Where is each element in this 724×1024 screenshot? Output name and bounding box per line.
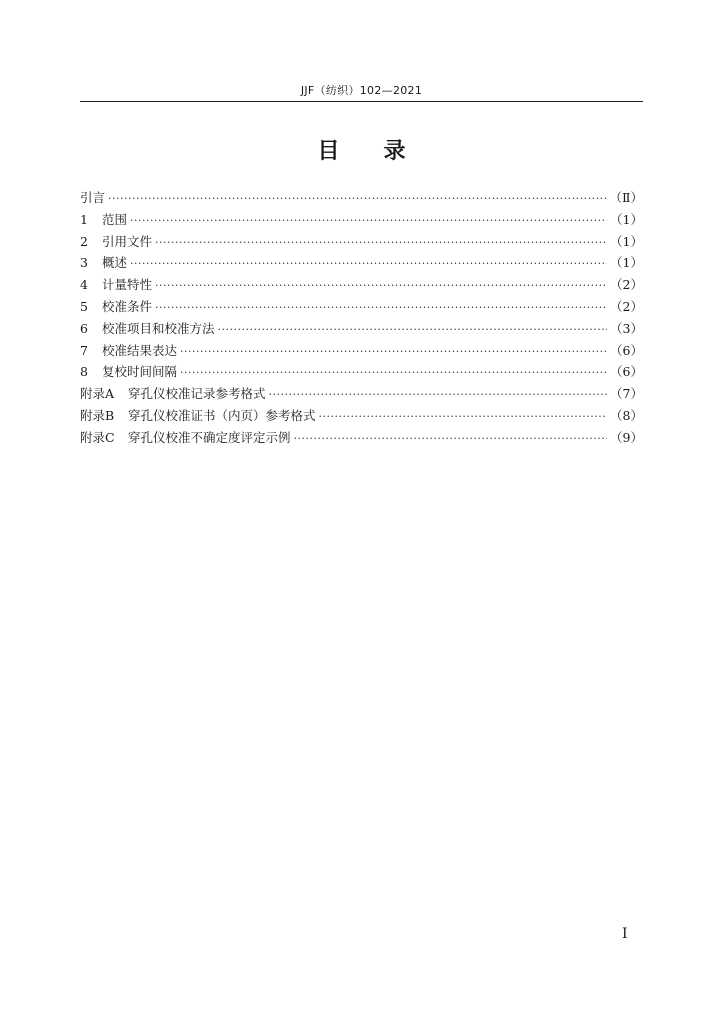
toc-entry-label: [80, 384, 266, 402]
toc-entry-title: 引用文件: [102, 233, 153, 249]
toc-entry-page: （Ⅱ）: [609, 190, 643, 205]
toc-entry-label: [80, 406, 316, 424]
page-title: 目录: [317, 139, 450, 164]
toc-entry-label: [80, 428, 291, 446]
toc-entry-title: 引言: [80, 190, 106, 205]
toc-leader-dots: [180, 366, 607, 379]
toc-entry-title: 校准结果表达: [102, 342, 178, 358]
toc-entry-label: [80, 210, 127, 228]
toc-leader-dots: [218, 323, 608, 336]
toc-entry-title: 校准条件: [102, 298, 153, 314]
toc-leader-dots: [180, 345, 607, 358]
toc-entry-title: 范围: [102, 211, 128, 227]
toc-entry-page: （1）: [610, 233, 643, 249]
toc-entry-number: 8: [80, 364, 88, 380]
toc-entry-label: [80, 319, 215, 337]
toc-entry[interactable]: [80, 297, 643, 319]
toc-leader-dots: [155, 236, 607, 249]
toc-entry[interactable]: [80, 406, 643, 428]
toc-entry-label: [80, 188, 105, 206]
toc-entry-label: [80, 232, 152, 250]
toc-leader-dots: [155, 301, 607, 314]
page-header-standard-code: JJF（纺织）102—2021: [300, 84, 423, 97]
toc-entry-page: （1）: [610, 255, 643, 271]
toc-entry[interactable]: [80, 428, 643, 450]
toc-leader-dots: [130, 257, 607, 270]
toc-entry-number: 6: [80, 320, 88, 336]
toc-leader-dots: [155, 279, 607, 292]
toc-leader-dots: [108, 192, 606, 205]
toc-entry-number: 4: [80, 277, 88, 293]
header-divider: [80, 101, 643, 102]
toc-entry-number: 1: [80, 211, 88, 227]
toc-entry-number: 5: [80, 298, 88, 314]
toc-entry-page: （2）: [610, 298, 643, 314]
toc-entry-title: 概述: [102, 255, 128, 271]
toc-entry[interactable]: [80, 319, 643, 341]
toc-entry-title: 计量特性: [102, 277, 153, 293]
page-number: I: [622, 926, 628, 942]
toc-entry-number: 附录C: [80, 429, 115, 445]
toc-leader-dots: [130, 214, 607, 227]
toc-entry-title: 穿孔仪校准不确定度评定示例: [128, 429, 291, 445]
toc-leader-dots: [294, 432, 608, 445]
toc-entry-number: 附录A: [80, 386, 115, 402]
toc-entry-page: （7）: [610, 386, 643, 402]
toc-entry-number: 7: [80, 342, 88, 358]
toc-entry-title: 穿孔仪校准证书（内页）参考格式: [128, 407, 316, 423]
toc-entry[interactable]: [80, 341, 643, 363]
toc-entry-label: [80, 275, 152, 293]
toc-entry-page: （2）: [610, 277, 643, 293]
toc-entry[interactable]: [80, 384, 643, 406]
toc-leader-dots: [269, 388, 608, 401]
toc-entry-label: [80, 297, 152, 315]
toc-entry-label: [80, 341, 177, 359]
toc-entry-page: （9）: [610, 429, 643, 445]
toc-entry-page: （1）: [610, 211, 643, 227]
table-of-contents: [80, 188, 643, 450]
toc-entry-label: [80, 362, 177, 380]
toc-entry[interactable]: [80, 253, 643, 275]
toc-entry[interactable]: [80, 232, 643, 254]
toc-entry-page: （6）: [610, 364, 643, 380]
toc-entry-page: （3）: [610, 320, 643, 336]
toc-entry[interactable]: [80, 188, 643, 210]
toc-entry-number: 附录B: [80, 407, 115, 423]
toc-entry-title: 校准项目和校准方法: [102, 320, 215, 336]
toc-entry-number: 3: [80, 255, 88, 271]
toc-entry-label: [80, 253, 127, 271]
toc-entry-number: 2: [80, 233, 88, 249]
toc-entry-page: （8）: [610, 407, 643, 423]
toc-leader-dots: [319, 410, 608, 423]
toc-entry-title: 穿孔仪校准记录参考格式: [128, 386, 266, 402]
toc-entry[interactable]: [80, 362, 643, 384]
toc-entry-title: 复校时间间隔: [102, 364, 178, 380]
toc-entry[interactable]: [80, 275, 643, 297]
toc-entry-page: （6）: [610, 342, 643, 358]
toc-entry[interactable]: [80, 210, 643, 232]
